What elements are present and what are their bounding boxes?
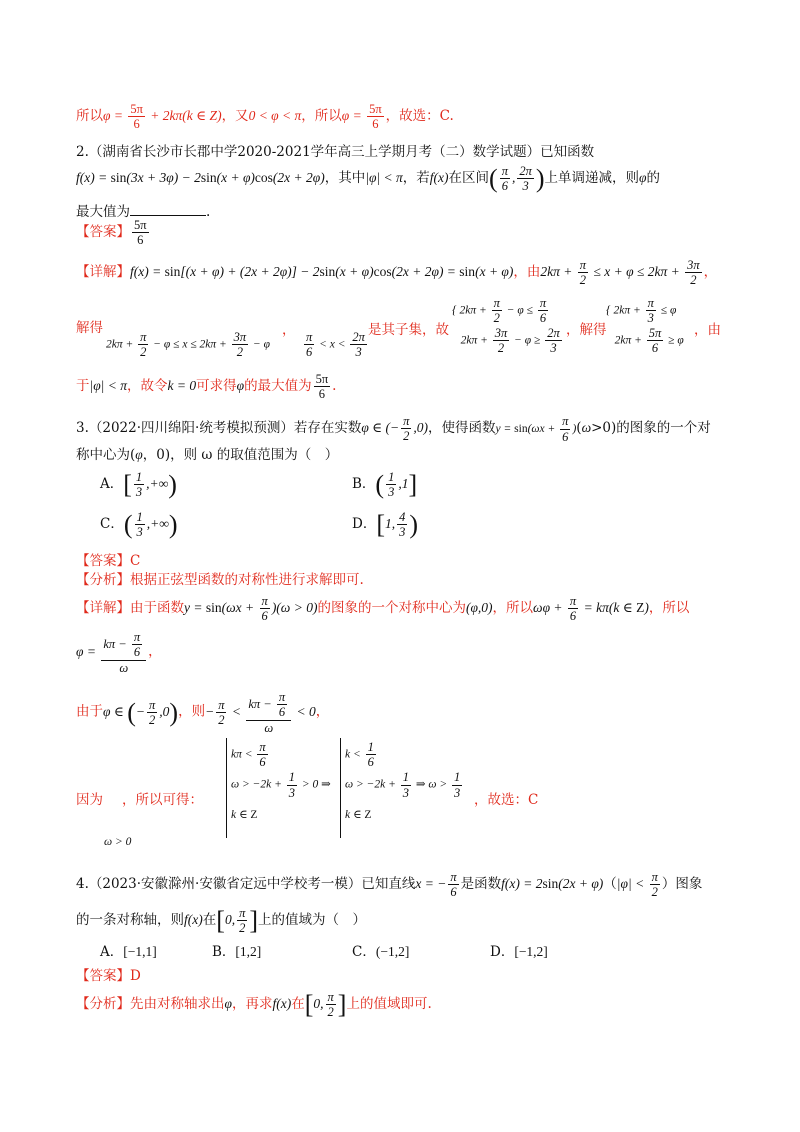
q4-answer: 【答案】D xyxy=(76,968,141,984)
math-q3-phi-expr: φ = kπ − $\frac{\pi}{6}$ ω xyxy=(76,644,148,659)
q2-text-shiziji: 是其子集，故 xyxy=(368,322,449,338)
carryover-text-4: ，故选：C. xyxy=(385,107,454,124)
q2-header: 2.（湖南省长沙市长郡中学2020-2021学年高三上学期月考（二）数学试题）已知函数 xyxy=(76,144,595,160)
q2-text-dot: . xyxy=(332,377,337,394)
math-q2-x-range: 2kπ + $\frac{\pi}{2}$ − φ ≤ x ≤ 2kπ + $\frac{3\pi}{2}$ − φ xyxy=(106,330,271,360)
q3-detail-line3: 由于φ ∈ (− $\frac{\pi}{2}$ ,0)，则− $\frac{\pi}{2}$ < kπ − $\frac{\pi}{6}$ ω < 0， xyxy=(76,690,330,735)
q3-detail-a: 由于函数 xyxy=(130,599,184,616)
q2-detail-line2 xyxy=(76,316,103,336)
q3-line2: 称中心为(φ，0)，则 ω 的取值范围为（ ） xyxy=(76,447,339,463)
brace-system-2 xyxy=(340,738,341,838)
math-phi-var: φ xyxy=(639,169,647,185)
carryover-text-2: ，又 xyxy=(221,107,249,124)
q4-header-a: 4.（2023·安徽滁州·安徽省定远中学校考一模）已知直线 xyxy=(76,875,416,892)
math-q2-detail-expand: f(x) = sin[(x + φ) + (2x + 2φ)] − 2sin(x + φ)cos(2x + 2φ) = sin(x + φ) xyxy=(130,263,514,279)
math-abs-phi-2: |φ| < π xyxy=(89,377,128,393)
q2-maxval-line: 最大值为 . xyxy=(76,204,211,220)
q3-text-guxuan: ，故选：C xyxy=(474,792,539,808)
q4-option-a[interactable]: A．[−1,1] xyxy=(100,944,157,960)
q2-text-keqiu: 可求得 xyxy=(196,377,237,394)
q2-text-jiede: 解得 xyxy=(76,320,103,336)
math-q3-func: y = sin(ωx + $\frac{\pi}{6}$ ) xyxy=(495,414,577,444)
q4-header: 4.（2023·安徽滁州·安徽省定远中学校考一模）已知直线x = − $\frac{\pi}{6}$ 是函数f(x) = 2sin(2x + φ)（|φ| < $\frac{\pi}{2}$ ）图象 xyxy=(76,870,703,900)
q3-option-a[interactable]: A．[ $\frac{1}{3}$ ,+∞) xyxy=(100,469,177,500)
math-k-zero: k = 0 xyxy=(167,377,197,393)
q4-header-b: 是函数 xyxy=(460,875,502,892)
math-q4-interval: [0, $\frac{\pi}{2}$ ] xyxy=(216,905,258,936)
q3-answer: 【答案】C xyxy=(76,553,141,569)
math-q2-system1: { 2kπ + $\frac{\pi}{2}$ − φ ≤ $\frac{\pi}{6}$ 2kπ + $\frac{3\pi}{2}$ − φ ≥ $\frac{2\pi}{3}$ xyxy=(452,296,560,356)
q2-text-zaiqujian: 在区间 xyxy=(448,169,490,186)
q3-line2-b: ，0)，则 ω 的取值范围为（ ） xyxy=(142,447,339,463)
q2-text-maxval: 最大值为 xyxy=(76,204,130,220)
q2-function-line xyxy=(76,164,660,194)
math-q2-subinterval: $\frac{\pi}{6}$ < x < $\frac{2\pi}{3}$ xyxy=(306,330,365,360)
q4-header-c: 图象 xyxy=(675,875,703,892)
q3-text-youyu: 由于 xyxy=(76,703,103,720)
q4-analysis: 【分析】先由对称轴求出φ，再求f(x)在[0, $\frac{\pi}{2}$ ]上的值域即可. xyxy=(76,989,432,1020)
q4-line2: 的一条对称轴，则f(x)在[0, $\frac{\pi}{2}$ ]上的值域为（ ） xyxy=(76,905,366,936)
math-q3-phi-range-2: φ ∈ (− $\frac{\pi}{2}$ ,0) xyxy=(103,697,179,728)
math-q4-line: x = − $\frac{\pi}{6}$ xyxy=(415,870,457,900)
math-q2-ineq: 2kπ + $\frac{\pi}{2}$ ≤ x + φ ≤ 2kπ + $\frac{3\pi}{2}$ xyxy=(540,258,700,288)
q4-line2-b: 在 xyxy=(202,911,217,928)
q3-option-d[interactable]: D．[1, $\frac{4}{3}$ ) xyxy=(352,509,419,540)
q2-detail-tag: 【详解】 xyxy=(76,263,130,280)
answer-blank xyxy=(130,205,206,216)
math-q2-answer: $\frac{5\pi}{6}$ xyxy=(134,218,147,248)
math-phi-value: φ = $\frac{5\pi}{6}$ + 2kπ(k ∈ Z) xyxy=(103,102,222,132)
q3-header-c: 的图象的一个对 xyxy=(616,419,711,436)
q3-text-suoyi: ，所以可得： xyxy=(122,792,203,808)
q2-text-dandiao: 上单调递减，则 xyxy=(544,169,640,186)
q3-detail-tag: 【详解】 xyxy=(76,599,130,616)
math-phi-var-2: φ xyxy=(236,377,245,393)
q3-text-yinwei: 因为 xyxy=(76,792,103,808)
q3-detail-c: ，所以 xyxy=(492,599,534,616)
math-interval: ( $\frac{\pi}{6}$ , $\frac{2\pi}{3}$ ) xyxy=(489,163,545,194)
q4-option-c[interactable]: C．(−1,2] xyxy=(352,944,410,960)
q4-option-d[interactable]: D．[−1,2] xyxy=(490,944,548,960)
math-q3-func-2: y = sin(ωx + $\frac{\pi}{6}$ )(ω > 0) xyxy=(184,594,318,624)
math-q2-function: f(x) = sin(3x + 3φ) − 2sin(x + φ)cos(2x + 2φ) xyxy=(76,169,325,185)
math-fx: f(x) xyxy=(429,169,449,185)
math-q4-phi-cond: |φ| < $\frac{\pi}{2}$ xyxy=(616,870,658,900)
q2-answer-tag: 【答案】 xyxy=(76,223,130,240)
q2-answer-line xyxy=(76,218,151,248)
q2-text-ruo: ，若 xyxy=(402,169,430,186)
q3-detail-phi-expr: φ = kπ − $\frac{\pi}{6}$ ω ， xyxy=(76,630,162,675)
q2-text-de: 的 xyxy=(646,169,660,186)
q2-text-guling: ，故令 xyxy=(127,377,168,394)
math-phi-result: φ = $\frac{5\pi}{6}$ xyxy=(341,102,382,132)
math-q2-system2: { 2kπ + $\frac{\pi}{3}$ ≤ φ 2kπ + $\frac{5\pi}{6}$ ≥ φ xyxy=(606,296,684,356)
carryover-text-3: ，所以 xyxy=(301,107,342,124)
q4-line2-c: 上的值域为（ ） xyxy=(258,911,366,928)
math-omega-positive: ω > 0 xyxy=(104,836,132,848)
q3-header-a: 3.（2022·四川绵阳·统考模拟预测）若存在实数 xyxy=(76,419,362,436)
brace-system-1 xyxy=(226,738,227,838)
q2-text-zuida: 的最大值为 xyxy=(244,377,312,394)
q3-option-b[interactable]: B．( $\frac{1}{3}$ ,1] xyxy=(352,469,418,500)
q3-option-c[interactable]: C．( $\frac{1}{3}$ ,+∞) xyxy=(100,509,178,540)
q2-detail-line1: 【详解】f(x) = sin[(x + φ) + (2x + 2φ)] − 2sin(x + φ)cos(2x + 2φ) = sin(x + φ)，由2kπ + $\frac{\pi}{2}$ ≤ x + φ ≤ 2kπ + $\frac{3\pi}{2}$ ， xyxy=(76,258,718,288)
q2-text-you2: ，由 xyxy=(694,322,721,338)
math-q2-result: $\frac{5\pi}{6}$ xyxy=(315,372,329,402)
carryover-text-1: 所以 xyxy=(76,107,103,124)
math-q3-phi-range: φ ∈ (− $\frac{\pi}{2}$ ,0) xyxy=(361,414,429,444)
q3-line2-a: 称中心为( xyxy=(76,447,136,463)
carryover-line xyxy=(76,102,454,132)
q4-line2-a: 的一条对称轴，则 xyxy=(76,911,184,928)
q3-header-b: ，使得函数 xyxy=(428,419,496,436)
math-phi-range: 0 < φ < π xyxy=(248,107,302,123)
math-abs-phi: |φ| < π xyxy=(365,169,403,185)
math-q3-system-1: kπ < $\frac{\pi}{6}$ ω > −2k + $\frac{1}{3}$ > 0 ⇒ k ∈ Z xyxy=(231,740,331,821)
q3-header: 3.（2022·四川绵阳·统考模拟预测）若存在实数φ ∈ (− $\frac{\pi}{2}$ ,0)，使得函数y = sin(ωx + $\frac{\pi}{6}$ )(ω>0)的图象的一个对 xyxy=(76,414,711,444)
math-q3-center-eq: ωφ + $\frac{\pi}{6}$ = kπ(k ∈ Z) xyxy=(533,594,649,624)
math-q3-system-2: k < $\frac{1}{6}$ ω > −2k + $\frac{1}{3}$ ⇒ ω > $\frac{1}{3}$ k ∈ Z xyxy=(345,740,461,821)
q2-detail-line3 xyxy=(76,372,336,402)
q2-text-yu: 于 xyxy=(76,377,90,394)
math-q4-func: f(x) = 2sin(2x + φ) xyxy=(501,875,604,891)
q2-text-comma: ， xyxy=(282,322,296,338)
math-q3-ineq: − $\frac{\pi}{2}$ < kπ − $\frac{\pi}{6}$ ω < 0 xyxy=(205,690,316,735)
q2-text-you: ，由 xyxy=(513,263,541,280)
q3-text-ze: ，则 xyxy=(178,703,206,720)
q3-detail-b: 的图象的一个对称中心为 xyxy=(317,599,466,616)
q2-text-qizhong: ，其中 xyxy=(324,169,366,186)
q2-text-jiede2: ，解得 xyxy=(566,322,607,338)
q3-detail-line1: 【详解】由于函数y = sin(ωx + $\frac{\pi}{6}$ )(ω > 0)的图象的一个对称中心为(φ,0)，所以ωφ + $\frac{\pi}{6}$ = kπ(k ∈ Z)，所以 xyxy=(76,594,690,624)
q4-option-b[interactable]: B．[1,2] xyxy=(212,944,262,960)
q3-analysis: 【分析】根据正弦型函数的对称性进行求解即可. xyxy=(76,572,364,588)
q3-detail-d: ，所以 xyxy=(648,599,690,616)
